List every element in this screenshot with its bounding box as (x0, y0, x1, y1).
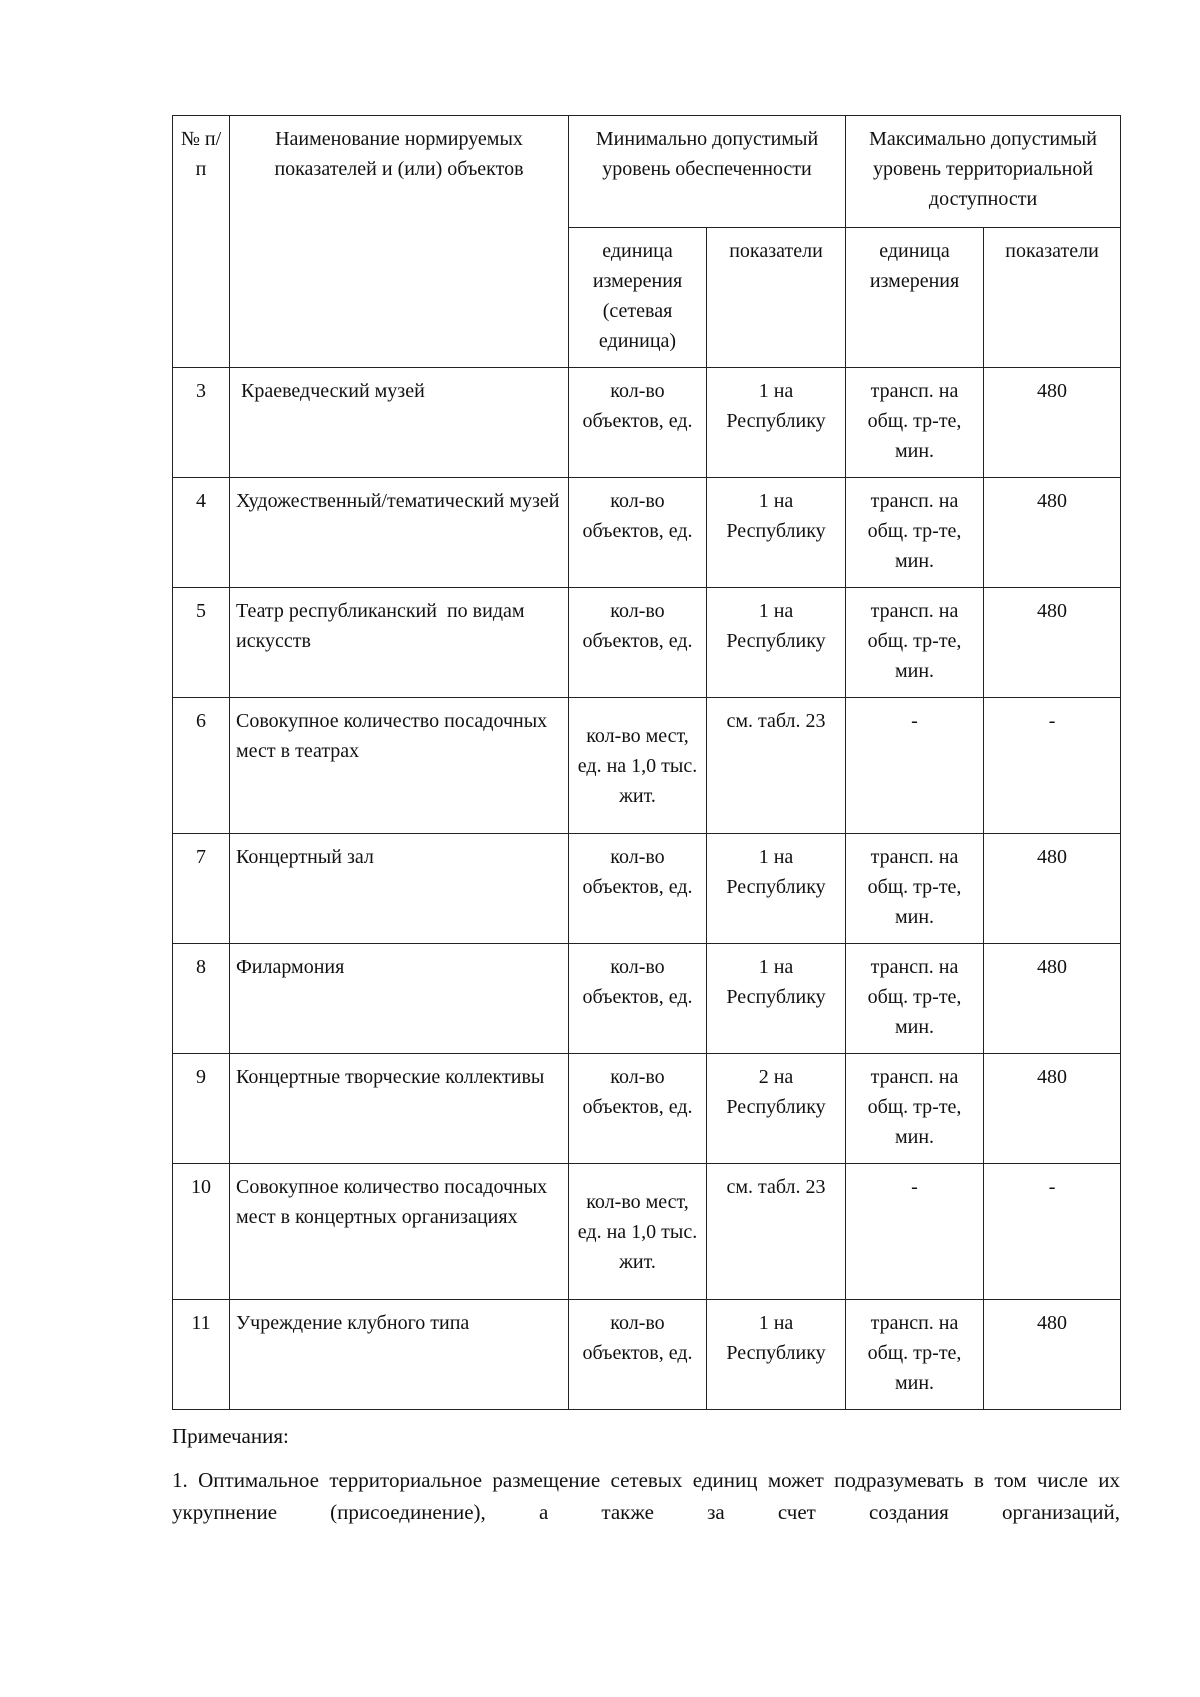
row-max-value: 480 (984, 944, 1121, 1054)
table-row (173, 1300, 1121, 1410)
header-num: № п/п (173, 116, 230, 368)
row-min-value: 1 на Республику (707, 834, 846, 944)
row-max-unit: трансп. на общ. тр-те, мин. (846, 944, 984, 1054)
row-max-value: 480 (984, 588, 1121, 698)
row-min-value: 2 на Республику (707, 1054, 846, 1164)
notes-section (172, 1420, 1120, 1528)
header-name: Наименование нормируемых показателей и (или) объектов (230, 116, 569, 368)
row-num: 7 (173, 834, 230, 944)
row-max-unit: трансп. на общ. тр-те, мин. (846, 1054, 984, 1164)
row-min-unit: кол-во объектов, ед. (569, 478, 707, 588)
row-min-unit: кол-во мест, ед. на 1,0 тыс. жит. (569, 1164, 707, 1300)
row-min-value: см. табл. 23 (707, 698, 846, 834)
row-num: 10 (173, 1164, 230, 1300)
row-max-value: 480 (984, 368, 1121, 478)
row-num: 8 (173, 944, 230, 1054)
row-min-unit: кол-во объектов, ед. (569, 944, 707, 1054)
table-row (173, 588, 1121, 698)
row-num: 3 (173, 368, 230, 478)
row-max-value: 480 (984, 478, 1121, 588)
table-row (173, 944, 1121, 1054)
row-min-unit: кол-во объектов, ед. (569, 588, 707, 698)
table-row (173, 834, 1121, 944)
table-row (173, 478, 1121, 588)
row-min-value: 1 на Республику (707, 588, 846, 698)
norms-table (172, 115, 1121, 1410)
row-min-unit: кол-во объектов, ед. (569, 1300, 707, 1410)
header-min-unit: единица измерения (сетевая единица) (569, 228, 707, 368)
row-num: 11 (173, 1300, 230, 1410)
row-min-value: 1 на Республику (707, 1300, 846, 1410)
header-min-value: показатели (707, 228, 846, 368)
row-name: Учреждение клубного типа (230, 1300, 569, 1410)
row-name: Театр республиканский по видам искусств (230, 588, 569, 698)
row-max-unit: - (846, 1164, 984, 1300)
table-header-row (173, 116, 1121, 228)
table-row (173, 698, 1121, 834)
table-row (173, 1054, 1121, 1164)
note-paragraph: 1. Оптимальное территориальное размещение сетевых единиц может подразумевать в том числе их укрупнение (присоединение), а также за счет создания организаций, (172, 1468, 1120, 1524)
row-name: Совокупное количество посадочных мест в театрах (230, 698, 569, 834)
row-min-unit: кол-во объектов, ед. (569, 1054, 707, 1164)
row-min-value: 1 на Республику (707, 944, 846, 1054)
row-name: Филармония (230, 944, 569, 1054)
row-min-unit: кол-во объектов, ед. (569, 368, 707, 478)
row-min-unit: кол-во объектов, ед. (569, 834, 707, 944)
notes-heading: Примечания: (172, 1424, 289, 1448)
row-min-value: 1 на Республику (707, 478, 846, 588)
row-num: 6 (173, 698, 230, 834)
row-min-unit: кол-во мест, ед. на 1,0 тыс. жит. (569, 698, 707, 834)
row-name: Совокупное количество посадочных мест в концертных организациях (230, 1164, 569, 1300)
header-max-value: показатели (984, 228, 1121, 368)
row-max-unit: трансп. на общ. тр-те, мин. (846, 588, 984, 698)
row-num: 9 (173, 1054, 230, 1164)
row-name: Художественный/тематический музей (230, 478, 569, 588)
row-num: 5 (173, 588, 230, 698)
table-row (173, 368, 1121, 478)
row-num: 4 (173, 478, 230, 588)
row-max-value: 480 (984, 1300, 1121, 1410)
row-name: Краеведческий музей (230, 368, 569, 478)
row-max-unit: трансп. на общ. тр-те, мин. (846, 368, 984, 478)
row-name: Концертный зал (230, 834, 569, 944)
header-max-unit: единица измерения (846, 228, 984, 368)
row-max-unit: трансп. на общ. тр-те, мин. (846, 1300, 984, 1410)
row-min-value: 1 на Республику (707, 368, 846, 478)
header-max-group: Максимально допустимый уровень территориальной доступности (846, 116, 1121, 228)
row-max-unit: трансп. на общ. тр-те, мин. (846, 478, 984, 588)
row-max-unit: трансп. на общ. тр-те, мин. (846, 834, 984, 944)
row-max-value: 480 (984, 834, 1121, 944)
row-min-value: см. табл. 23 (707, 1164, 846, 1300)
row-max-unit: - (846, 698, 984, 834)
row-name: Концертные творческие коллективы (230, 1054, 569, 1164)
header-min-group: Минимально допустимый уровень обеспеченности (569, 116, 846, 228)
table-row (173, 1164, 1121, 1300)
row-max-value: 480 (984, 1054, 1121, 1164)
row-max-value: - (984, 1164, 1121, 1300)
row-max-value: - (984, 698, 1121, 834)
